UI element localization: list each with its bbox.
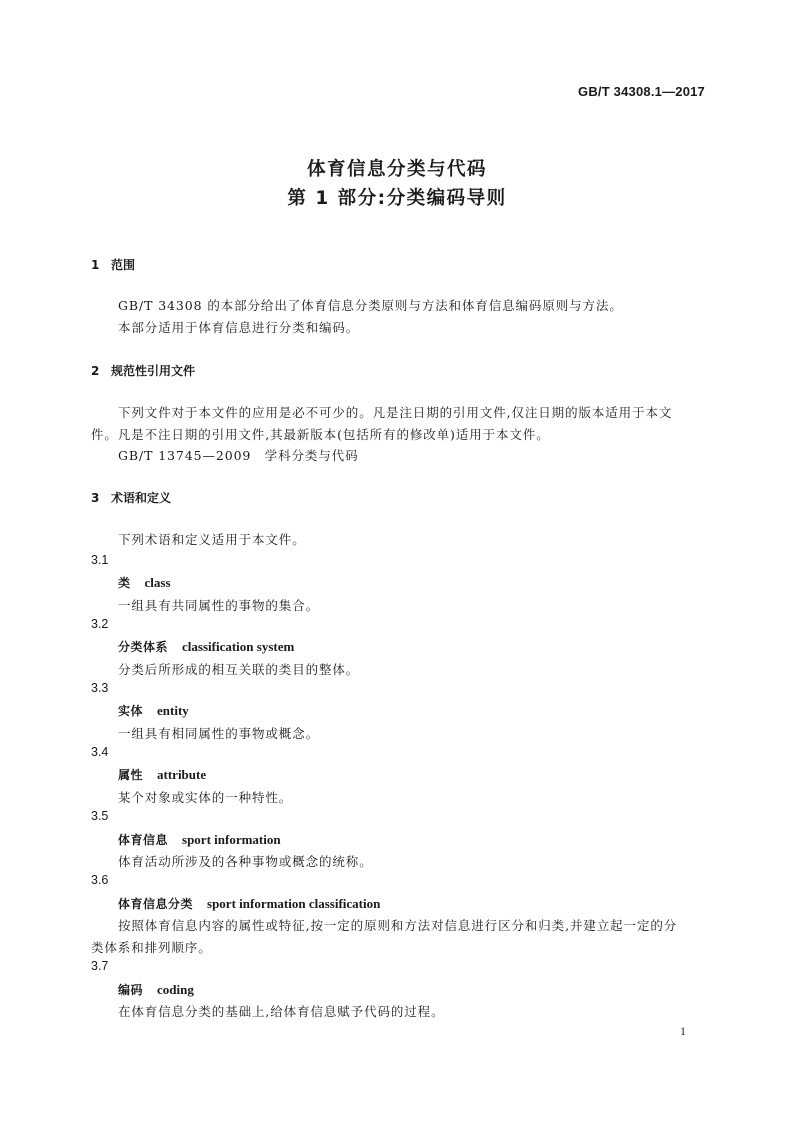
term-en: classification system — [182, 639, 295, 654]
standard-number: GB/T 34308.1—2017 — [578, 84, 705, 99]
term-number: 3.6 — [91, 873, 109, 887]
section-title: 范围 — [111, 258, 136, 272]
term-number: 3.7 — [91, 959, 109, 973]
page-number: 1 — [680, 1024, 686, 1038]
term-number: 3.4 — [91, 745, 109, 759]
section-number: 3 — [91, 491, 100, 505]
term-zh: 属性 — [118, 768, 144, 782]
term-entry — [118, 895, 380, 912]
term-definition: 一组具有相同属性的事物或概念。 — [118, 726, 320, 741]
term-number: 3.1 — [91, 553, 109, 567]
paragraph: GB/T 34308 的本部分给出了体育信息分类原则与方法和体育信息编码原则与方法。 — [118, 298, 623, 313]
term-definition: 分类后所形成的相互关联的类目的整体。 — [118, 662, 360, 677]
term-zh: 编码 — [118, 983, 144, 997]
term-en: sport information classification — [207, 896, 381, 911]
term-entry — [118, 831, 281, 848]
paragraph: 下列文件对于本文件的应用是必不可少的。凡是注日期的引用文件,仅注日期的版本适用于本文 — [118, 405, 673, 420]
normative-reference: GB/T 13745—2009 学科分类与代码 — [118, 448, 359, 463]
section-heading-1 — [91, 256, 135, 273]
term-number: 3.3 — [91, 681, 109, 695]
paragraph-continuation: 件。凡是不注日期的引用文件,其最新版本(包括所有的修改单)适用于本文件。 — [91, 427, 550, 442]
term-definition-continuation: 类体系和排列顺序。 — [91, 940, 212, 955]
term-definition: 一组具有共同属性的事物的集合。 — [118, 598, 320, 613]
section-heading-2 — [91, 362, 195, 379]
term-entry — [118, 981, 194, 998]
term-en: entity — [157, 703, 189, 718]
term-entry — [118, 766, 206, 783]
term-en: sport information — [182, 832, 281, 847]
section-title: 术语和定义 — [111, 491, 172, 505]
section-title: 规范性引用文件 — [111, 364, 196, 378]
paragraph: 下列术语和定义适用于本文件。 — [118, 532, 306, 547]
term-definition: 按照体育信息内容的属性或特征,按一定的原则和方法对信息进行区分和归类,并建立起一定的分 — [118, 918, 678, 933]
term-zh: 类 — [118, 576, 131, 590]
document-subtitle: 第 1 部分:分类编码导则 — [287, 188, 507, 209]
section-number: 1 — [91, 258, 100, 272]
section-number: 2 — [91, 364, 100, 378]
term-entry — [118, 638, 294, 655]
term-en: class — [144, 575, 171, 590]
term-number: 3.2 — [91, 617, 109, 631]
term-definition: 某个对象或实体的一种特性。 — [118, 790, 293, 805]
term-en: coding — [157, 982, 194, 997]
term-entry — [118, 574, 171, 591]
term-number: 3.5 — [91, 809, 109, 823]
term-zh: 实体 — [118, 704, 144, 718]
term-definition: 体育活动所涉及的各种事物或概念的统称。 — [118, 854, 373, 869]
term-zh: 体育信息分类 — [118, 897, 194, 911]
term-zh: 分类体系 — [118, 640, 169, 654]
document-title: 体育信息分类与代码 — [306, 159, 487, 180]
term-en: attribute — [157, 767, 207, 782]
term-zh: 体育信息 — [118, 833, 169, 847]
term-entry — [118, 702, 189, 719]
paragraph: 本部分适用于体育信息进行分类和编码。 — [118, 320, 360, 335]
term-definition: 在体育信息分类的基础上,给体育信息赋予代码的过程。 — [118, 1004, 445, 1019]
section-heading-3 — [91, 489, 171, 506]
